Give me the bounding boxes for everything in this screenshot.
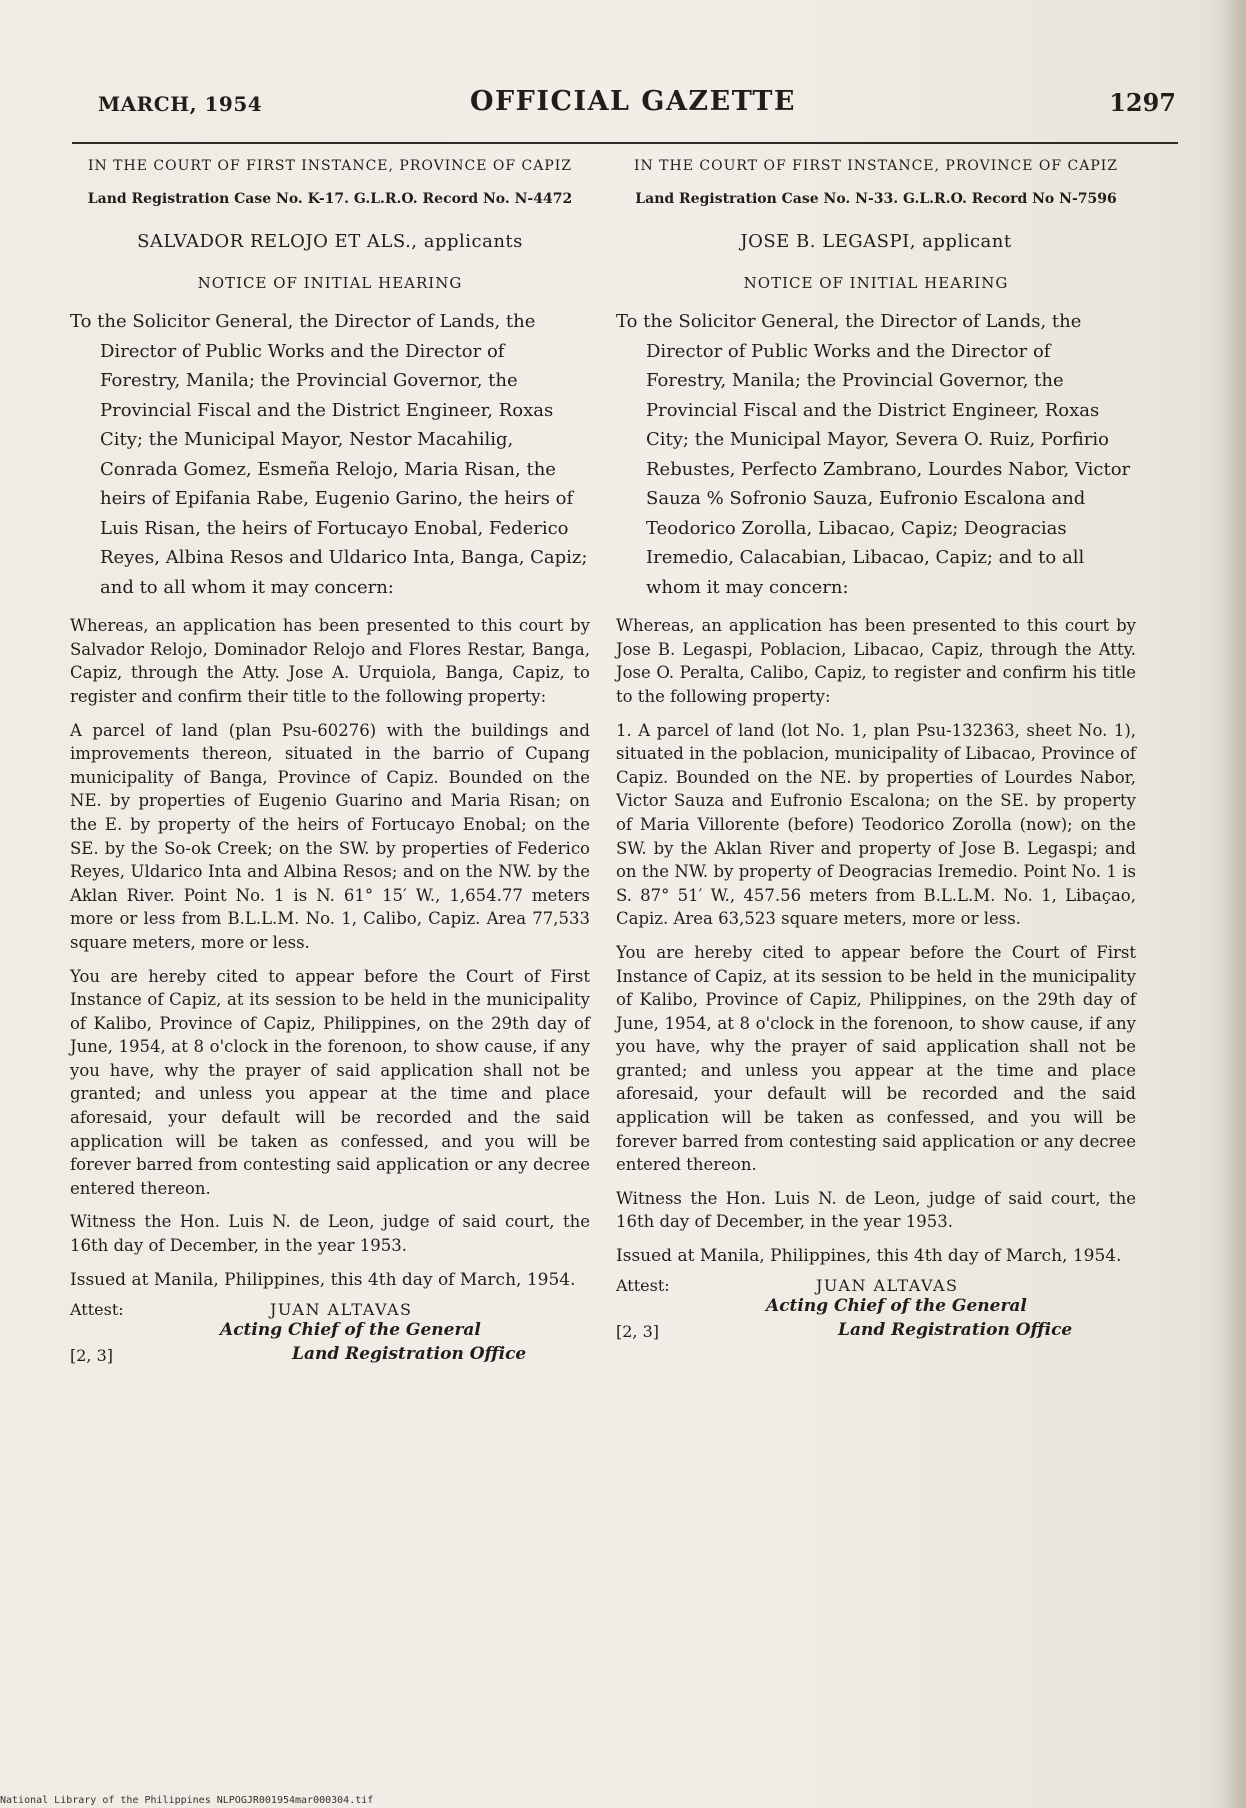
- case-number: Land Registration Case No. K-17. G.L.R.O. Record No. N-4472: [87, 191, 573, 207]
- signatory-name: JUAN ALTAVAS: [270, 1299, 413, 1319]
- issue-date: MARCH, 1954: [98, 92, 263, 116]
- notice-left: [70, 152, 590, 1366]
- addressees-paragraph: To the Solicitor General, the Director of Lands, the Director of Public Works and the Director of Forestry, Manila; the Provincial Governor, the Provincial Fiscal and the District Engineer, Roxas City; the Municipal Mayor, Nestor Macahilig, Conrada Gomez, Esmeña Relojo, Maria Risan, the heirs of Epifania Rabe, Eugenio Garino, the heirs of Luis Risan, the heirs of Fortucayo Enobal, Federico Reyes, Albina Resos and Uldarico Inta, Banga, Capiz; and to all whom it may concern:: [70, 311, 588, 598]
- publication-title: OFFICIAL GAZETTE: [469, 86, 797, 117]
- property-paragraph: A parcel of land (plan Psu-60276) with the buildings and improvements thereon, situated in the barrio of Cupang municipality of Banga, Province of Capiz. Bounded on the NE. by properties of Eugenio Guarino and Maria Risan; on the E. by property of the heirs of Fortucayo Enobal; on the SE. by the So-ok Creek; on the SW. by properties of Federico Reyes, Uldarico Inta and Albina Resos; and on the NW. by the Aklan River. Point No. 1 is N. 61° 15′ W., 1,654.77 meters more or less from B.L.L.M. No. 1, Calibo, Capiz. Area 77,533 square meters, more or less.: [70, 720, 590, 952]
- notice-title: NOTICE OF INITIAL HEARING: [197, 273, 463, 292]
- whereas-paragraph: Whereas, an application has been presented to this court by Salvador Relojo, Dominador Relojo and Flores Restar, Banga, Capiz, through the Atty. Jose A. Urquiola, Banga, Capiz, to register and confirm their title to the following property:: [70, 616, 590, 706]
- signatory-title-line-1: Acting Chief of the General: [220, 1319, 481, 1340]
- whereas-paragraph: Whereas, an application has been presented to this court by Jose B. Legaspi, Poblacion, Libacao, Capiz, through the Atty. Jose O. Peralta, Calibo, Capiz, to register and confirm his title to the following property:: [616, 616, 1136, 706]
- insertion-reference: [2, 3]: [616, 1322, 660, 1342]
- scan-footer: National Library of the Philippines NLPOGJR001954mar000304.tif: [0, 1795, 374, 1806]
- attest-label: Attest:: [70, 1299, 124, 1319]
- insertion-reference: [2, 3]: [70, 1345, 114, 1365]
- citation-paragraph: You are hereby cited to appear before the Court of First Instance of Capiz, at its session to be held in the municipality of Kalibo, Province of Capiz, Philippines, on the 29th day of June, 1954, at 8 o'clock in the forenoon, to show cause, if any you have, why the prayer of said application shall not be granted; and unless you appear at the time and place aforesaid, your default will be recorded and the said application will be taken as confessed, and you will be forever barred from contesting said application or any decree entered thereon.: [70, 966, 590, 1198]
- signature-block: [70, 1296, 590, 1366]
- running-head: [90, 84, 1176, 124]
- signatory-name: JUAN ALTAVAS: [816, 1276, 959, 1296]
- case-number: Land Registration Case No. N-33. G.L.R.O. Record No N-7596: [635, 191, 1117, 207]
- page-edge-shadow: [1220, 0, 1246, 1808]
- witness-paragraph: Witness the Hon. Luis N. de Leon, judge of said court, the 16th day of December, in the year 1953.: [616, 1188, 1136, 1232]
- applicant-line: JOSE B. LEGASPI, applicant: [740, 231, 1012, 252]
- signatory-title-line-2: Land Registration Office: [838, 1320, 1073, 1341]
- notice-title: NOTICE OF INITIAL HEARING: [743, 273, 1009, 292]
- signature-block: [616, 1272, 1136, 1342]
- court-heading: IN THE COURT OF FIRST INSTANCE, PROVINCE OF CAPIZ: [633, 158, 1119, 174]
- court-heading: IN THE COURT OF FIRST INSTANCE, PROVINCE OF CAPIZ: [87, 158, 573, 174]
- page-number: 1297: [1109, 88, 1176, 117]
- witness-paragraph: Witness the Hon. Luis N. de Leon, judge of said court, the 16th day of December, in the year 1953.: [70, 1212, 590, 1256]
- addressees-paragraph: To the Solicitor General, the Director of Lands, the Director of Public Works and the Director of Forestry, Manila; the Provincial Governor, the Provincial Fiscal and the District Engineer, Roxas City; the Municipal Mayor, Severa O. Ruiz, Porfirio Rebustes, Perfecto Zambrano, Lourdes Nabor, Victor Sauza % Sofronio Sauza, Eufronio Escalona and Teodorico Zorolla, Libacao, Capiz; Deogracias Iremedio, Calacabian, Libacao, Capiz; and to all whom it may concern:: [616, 311, 1131, 598]
- issued-paragraph: Issued at Manila, Philippines, this 4th day of March, 1954.: [616, 1246, 1122, 1267]
- attest-label: Attest:: [616, 1276, 670, 1296]
- issued-paragraph: Issued at Manila, Philippines, this 4th day of March, 1954.: [70, 1269, 576, 1290]
- header-rule: [72, 142, 1178, 144]
- signatory-title-line-2: Land Registration Office: [292, 1343, 527, 1364]
- signatory-title-line-1: Acting Chief of the General: [766, 1296, 1027, 1317]
- applicant-line: SALVADOR RELOJO ET ALS., applicants: [137, 231, 523, 252]
- property-paragraph: 1. A parcel of land (lot No. 1, plan Psu-132363, sheet No. 1), situated in the poblacion, municipality of Libacao, Province of Capiz. Bounded on the NE. by properties of Lourdes Nabor, Victor Sauza and Eufronio Escalona; on the SE. by property of Maria Villorente (before) Teodorico Zorolla (now); on the SW. by the Aklan River and property of Jose B. Legaspi; and on the NW. by property of Deogracias Iremedio. Point No. 1 is S. 87° 51′ W., 457.56 meters from B.L.L.M. No. 1, Libaçao, Capiz. Area 63,523 square meters, more or less.: [616, 720, 1136, 929]
- notice-right: [616, 152, 1136, 1342]
- citation-paragraph: You are hereby cited to appear before the Court of First Instance of Capiz, at its session to be held in the municipality of Kalibo, Province of Capiz, Philippines, on the 29th day of June, 1954, at 8 o'clock in the forenoon, to show cause, if any you have, why the prayer of said application shall not be granted; and unless you appear at the time and place aforesaid, your default will be recorded and the said application will be taken as confessed, and you will be forever barred from contesting said application or any decree entered thereon.: [616, 942, 1136, 1175]
